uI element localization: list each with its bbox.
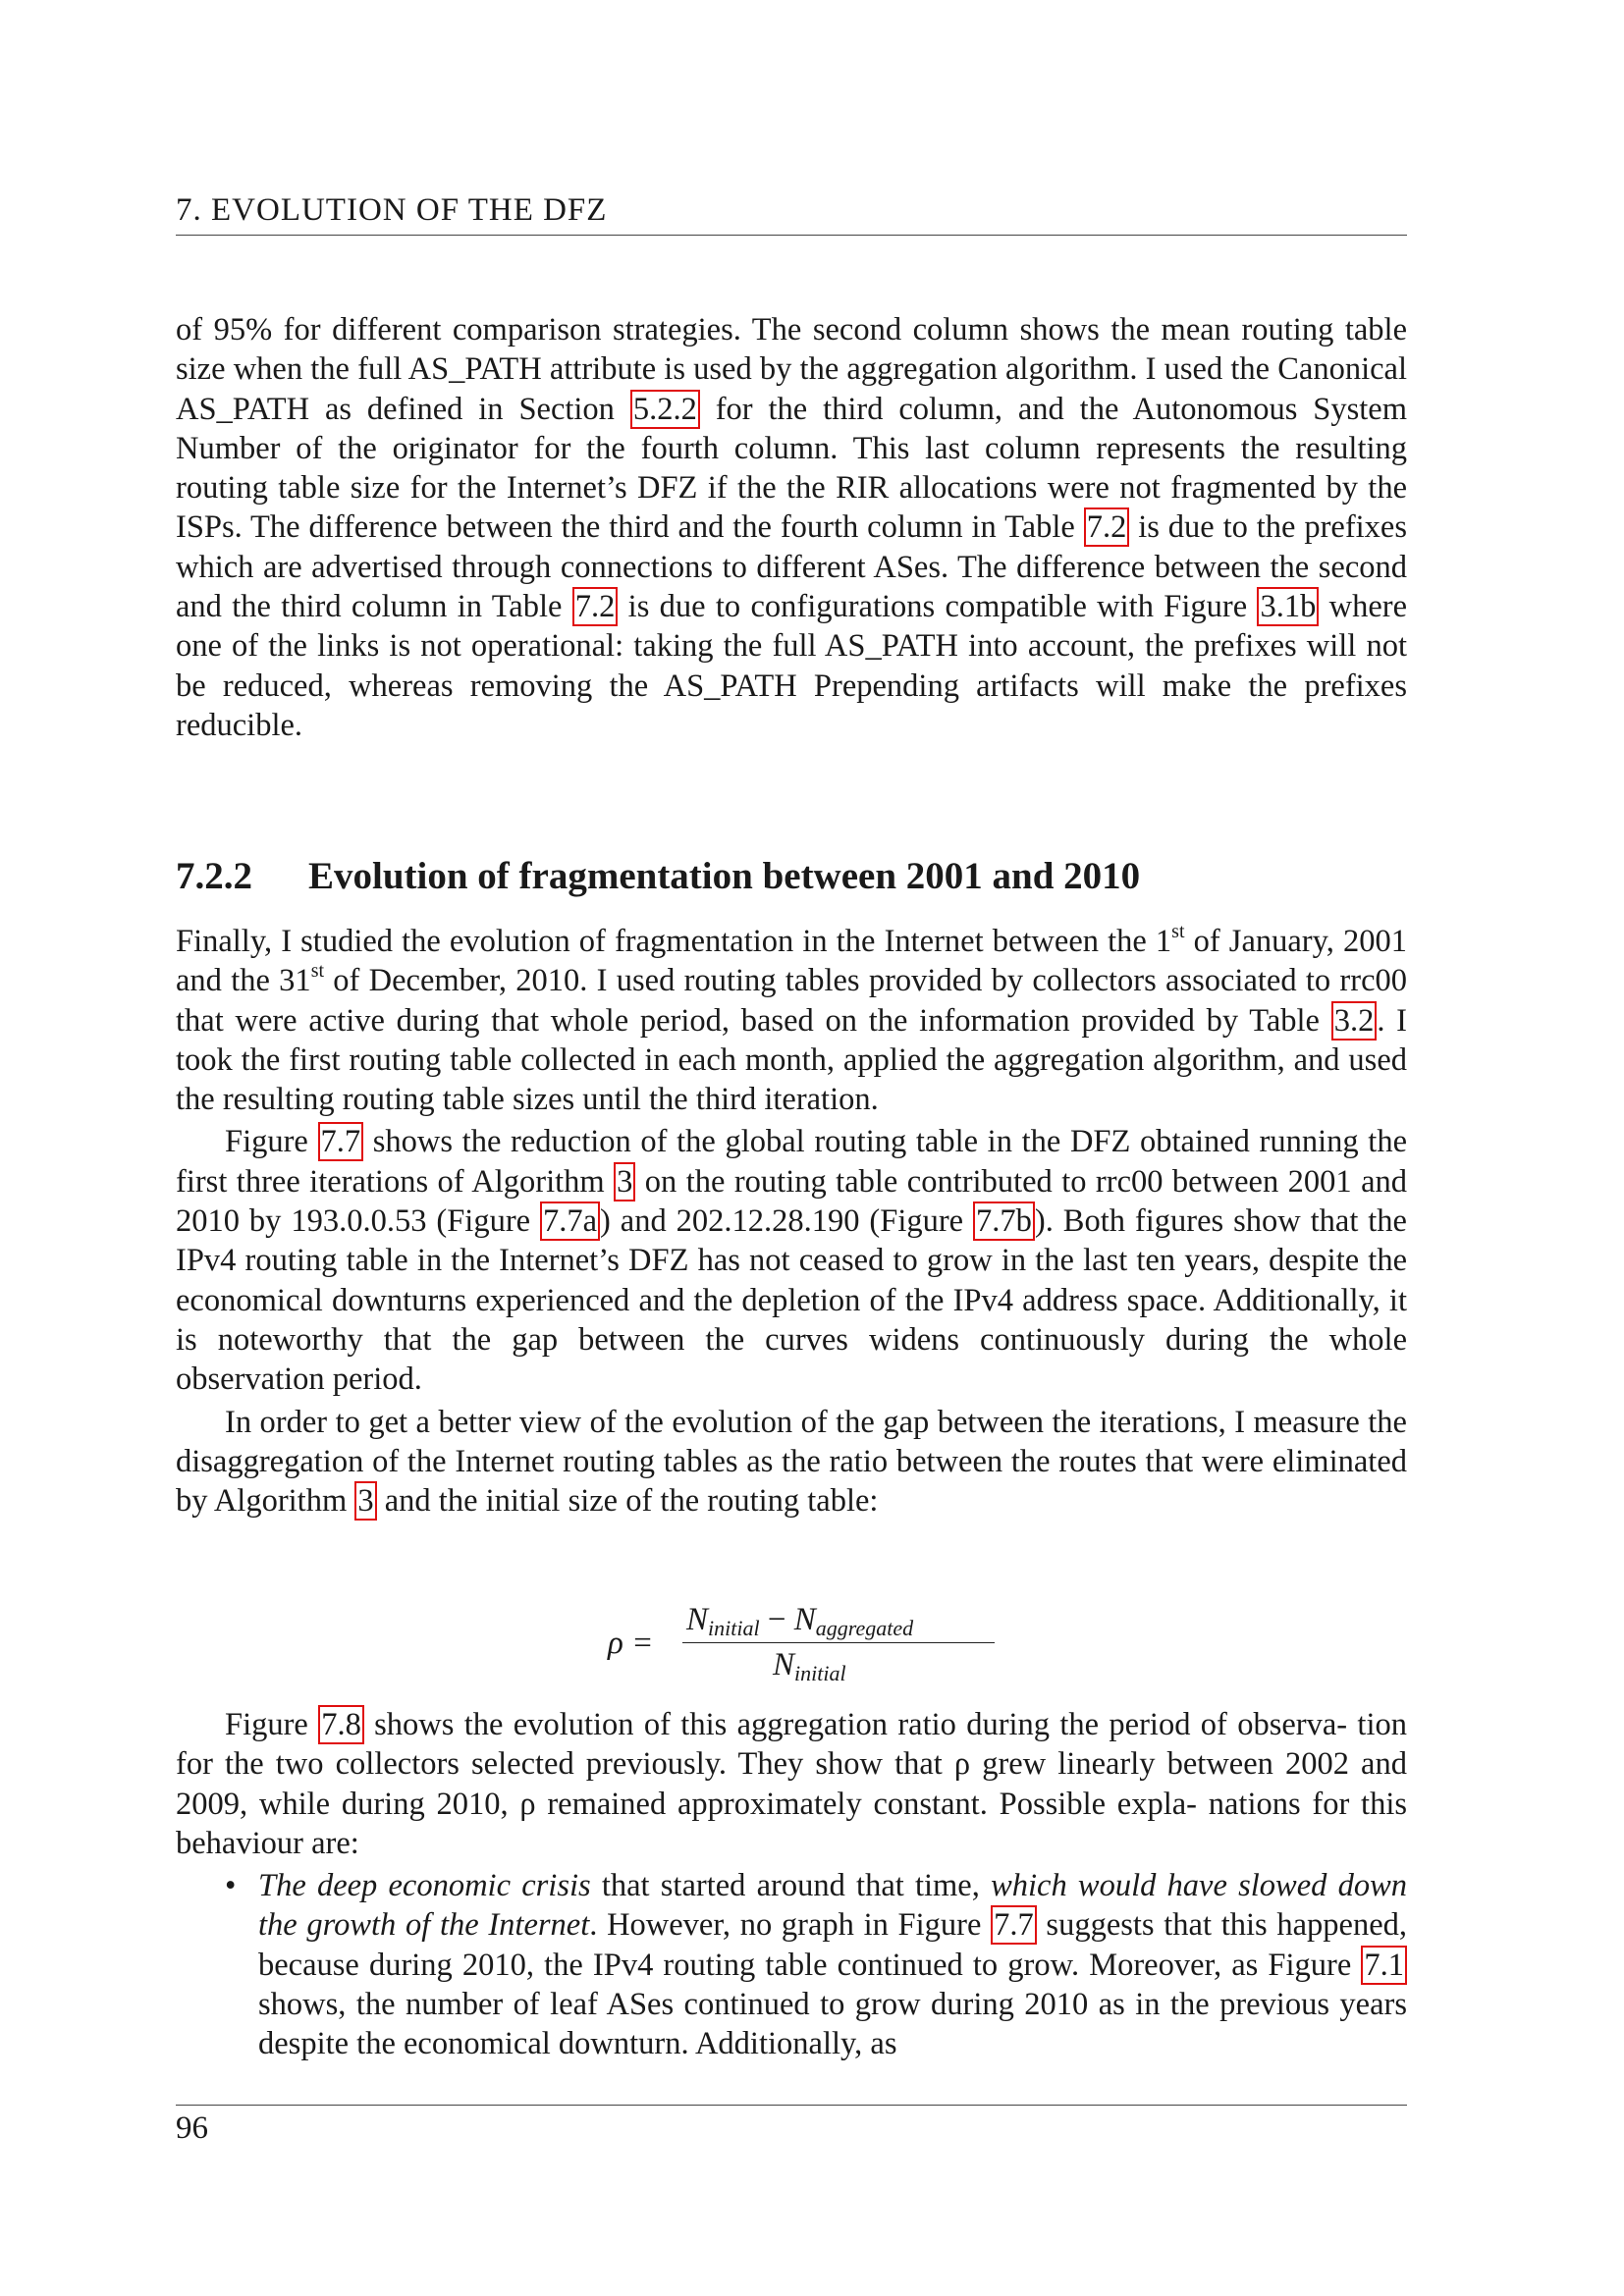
equation-denominator: $N_{initial}$	[773, 1647, 846, 1685]
paragraph-table-discussion	[176, 310, 1407, 745]
section-heading	[176, 854, 1140, 898]
figure-ref-link[interactable]: 7.7	[318, 1122, 364, 1161]
paragraph: In order to get a better view of the evolution of the gap between the iterations, I measure the disaggregation of the Internet routing tables as the ratio between the routes that were eliminated by Algorithm 3 and the initial size of the routing table:	[176, 1404, 1407, 1520]
equation-numerator: $N_{initial} - N_{aggregated}$	[686, 1602, 914, 1640]
algorithm-ref-link[interactable]: 3	[614, 1162, 635, 1201]
section-body-continued	[176, 1705, 1407, 2064]
section-body	[176, 922, 1407, 1521]
table-ref-link[interactable]: 7.2	[572, 587, 619, 626]
page-number: 96	[176, 2110, 208, 2146]
table-ref-link[interactable]: 7.2	[1084, 507, 1130, 547]
figure-ref-link[interactable]: 7.7a	[540, 1201, 600, 1241]
fraction-bar	[682, 1642, 995, 1643]
list-item: • The deep economic crisis that started around that time, which would have slowed down the growth of the Internet. However, no graph in Figure 7.7 suggests that this happened, because during 2010, the IPv4 routing table continued to grow. Moreover, as Figure 7.1 shows, the number of leaf ASes continued to grow during 2010 as in the previous years despite the economical downturn. Additionally, as	[225, 1868, 1407, 2062]
paragraph: Figure 7.8 shows the evolution of this aggregation ratio during the period of observa- tion for the two collectors selected previously. They show that ρ grew linearly between 2002 and 2009, while during 2010, ρ remained approximately constant. Possible expla- nations for this behaviour are:	[176, 1707, 1407, 1861]
algorithm-ref-link[interactable]: 3	[354, 1481, 376, 1521]
paragraph: of 95% for different comparison strategies. The second column shows the mean routing table size when the full AS_PATH attribute is used by the aggregation algorithm. I used the Canonical AS_PATH as defined in Section 5.2.2 for the third column, and the Autonomous System Number of the originator for the fourth column. This last column represents the resulting routing table size for the Internet’s DFZ if the the RIR allocations were not fragmented by the ISPs. The difference between the third and the fourth column in Table 7.2 is due to the prefixes which are advertised through connections to different ASes. The difference between the second and the third column in Table 7.2 is due to configurations compatible with Figure 3.1b where one of the links is not operational: taking the full AS_PATH into account, the prefixes will not be reduced, whereas removing the AS_PATH Prepending artifacts will make the prefixes reducible.	[176, 312, 1408, 743]
section-ref-link[interactable]: 5.2.2	[630, 390, 700, 429]
figure-ref-link[interactable]: 7.7	[991, 1905, 1037, 1945]
figure-ref-link[interactable]: 3.1b	[1257, 587, 1319, 626]
explanation-list	[176, 1866, 1407, 2063]
table-ref-link[interactable]: 3.2	[1331, 1001, 1378, 1041]
figure-ref-link[interactable]: 7.7b	[973, 1201, 1035, 1241]
paragraph: Figure 7.7 shows the reduction of the global routing table in the DFZ obtained running the first three iterations of Algorithm 3 on the routing table contributed to rrc00 between 2001 and 2010 by 193.0.0.53 (Figure 7.7a) and 202.12.28.190 (Figure 7.7b). Both figures show that the IPv4 routing table in the Internet’s DFZ has not ceased to grow in the last ten years, despite the economical downturns experienced and the depletion of the IPv4 address space. Additionally, it is noteworthy that the gap between the curves widens continuously during the whole observation period.	[176, 1124, 1408, 1398]
section-title: Evolution of fragmentation between 2001 and 2010	[308, 855, 1141, 897]
paragraph: Finally, I studied the evolution of fragmentation in the Internet between the 1st of January, 2001 and the 31st of December, 2010. I used routing tables provided by collectors associated to rrc00 that were active during that whole period, based on the information provided by Table 3.2. I took the first routing table collected in each month, applied the aggregation algorithm, and used the resulting routing table sizes until the third iteration.	[176, 921, 1407, 1118]
running-header: 7. EVOLUTION OF THE DFZ	[176, 192, 1407, 236]
figure-ref-link[interactable]: 7.1	[1361, 1946, 1407, 1985]
section-number: 7.2.2	[176, 855, 252, 897]
equation	[176, 1602, 1407, 1685]
footer-rule	[176, 2105, 1407, 2106]
bullet-icon: •	[225, 1868, 237, 1904]
figure-ref-link[interactable]: 7.8	[318, 1705, 364, 1744]
equation-lhs: ρ =	[608, 1626, 654, 1661]
